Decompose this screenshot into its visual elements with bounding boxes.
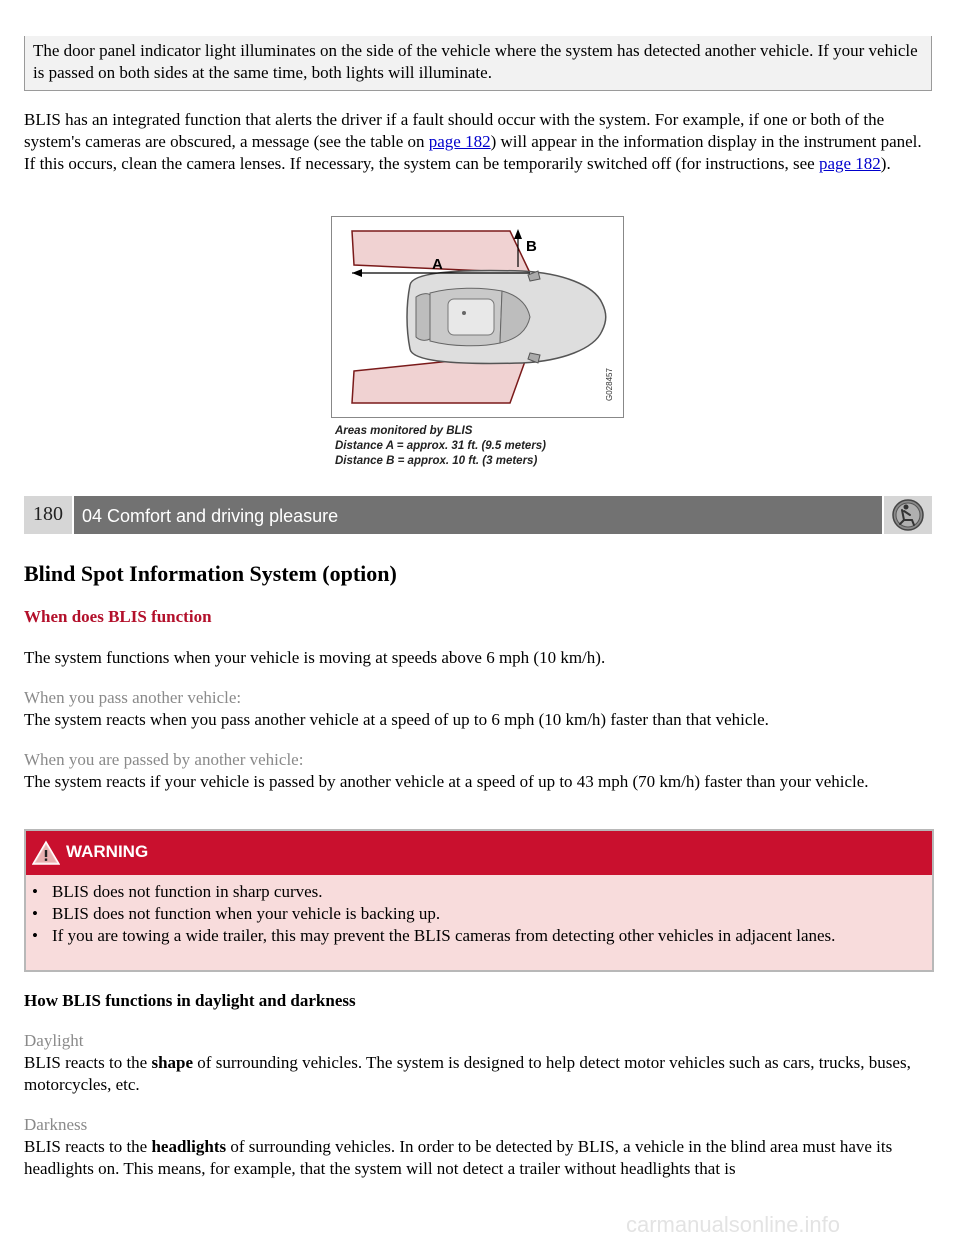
note-box xyxy=(24,36,932,91)
warning-item: • BLIS does not function when your vehicle is backing up. xyxy=(32,904,441,923)
fault-text-3: ). xyxy=(880,154,891,173)
label-b: B xyxy=(526,238,537,255)
darkness-label: Darkness xyxy=(24,1115,88,1134)
car-top-view xyxy=(407,271,606,364)
warning-item: • If you are towing a wide trailer, this may prevent the BLIS cameras from detecting other vehicles in adjacent lanes. xyxy=(32,926,836,945)
passed-label: When you are passed by another vehicle: xyxy=(24,750,304,769)
headlights-emphasis: headlights xyxy=(151,1137,227,1156)
seat-person-icon xyxy=(884,496,932,534)
daylight-darkness-heading: How BLIS functions in daylight and darkness xyxy=(24,991,356,1010)
figure-caption xyxy=(335,424,546,469)
distance-a-arrowhead xyxy=(352,269,362,277)
fault-text-2: ) will appear in the information display in the instrument panel. If this occurs, clean the camera lenses. If necessary, the system can be temporarily switched off (for instructions, see xyxy=(24,132,922,173)
warning-item: • BLIS does not function in sharp curves. xyxy=(32,882,323,901)
figure-frame xyxy=(331,216,624,418)
page-182-link-1[interactable]: page 182 xyxy=(428,132,491,151)
warning-list xyxy=(26,881,916,947)
fault-paragraph xyxy=(24,109,934,175)
watermark: carmanualsonline.info xyxy=(626,1212,841,1237)
warning-box xyxy=(24,829,934,972)
darkness-paragraph: BLIS reacts to the headlights of surrounding vehicles. In order to be detected by BLIS, a vehicle in the blind area must have its headlights on. This means, for example, that the system will not detect a trailer without headlights that is xyxy=(24,1137,893,1178)
caption-line-2: Distance A = approx. 31 ft. (9.5 meters) xyxy=(335,440,547,452)
pass-paragraph: The system reacts when you pass another vehicle at a speed of up to 6 mph (10 km/h) faster than that vehicle. xyxy=(24,710,769,729)
warning-triangle-icon xyxy=(32,840,60,866)
functions-paragraph: The system functions when your vehicle is moving at speeds above 6 mph (10 km/h). xyxy=(24,648,606,667)
caption-line-1: Areas monitored by BLIS xyxy=(335,425,473,437)
label-a: A xyxy=(432,256,443,273)
page-182-link-2[interactable]: page 182 xyxy=(818,154,881,173)
pass-label: When you pass another vehicle: xyxy=(24,688,242,707)
passed-paragraph: The system reacts if your vehicle is passed by another vehicle at a speed of up to 43 mph (70 km/h) faster than your vehicle. xyxy=(24,772,869,791)
distance-b-arrowhead xyxy=(514,229,522,239)
blis-figure xyxy=(331,216,624,476)
page-number: 180 xyxy=(24,496,72,534)
note-text: The door panel indicator light illuminates on the side of the vehicle where the system has detected another vehicle. If your vehicle is passed on both sides at the same time, both lights will illuminate. xyxy=(33,41,918,82)
warning-title: WARNING xyxy=(66,842,149,861)
page-title: Blind Spot Information System (option) xyxy=(24,561,397,586)
daylight-paragraph: BLIS reacts to the shape of surrounding vehicles. The system is designed to help detect motor vehicles such as cars, trucks, buses, motorcycles, etc. xyxy=(24,1053,911,1094)
section-header-bar xyxy=(24,496,932,534)
warning-header xyxy=(26,831,932,875)
daylight-label: Daylight xyxy=(24,1031,84,1050)
shape-emphasis: shape xyxy=(151,1053,194,1072)
blis-diagram xyxy=(332,217,623,417)
caption-line-3: Distance B = approx. 10 ft. (3 meters) xyxy=(335,455,538,467)
section-icon-box xyxy=(884,496,932,534)
figure-code: G028457 xyxy=(605,368,614,401)
fault-text-1: BLIS has an integrated function that alerts the driver if a fault should occur with the system. For example, if one or both of the system's cameras are obscured, a message (see the table on xyxy=(24,110,885,151)
section-title: 04 Comfort and driving pleasure xyxy=(74,496,882,534)
subheading-when-function: When does BLIS function xyxy=(24,607,212,626)
